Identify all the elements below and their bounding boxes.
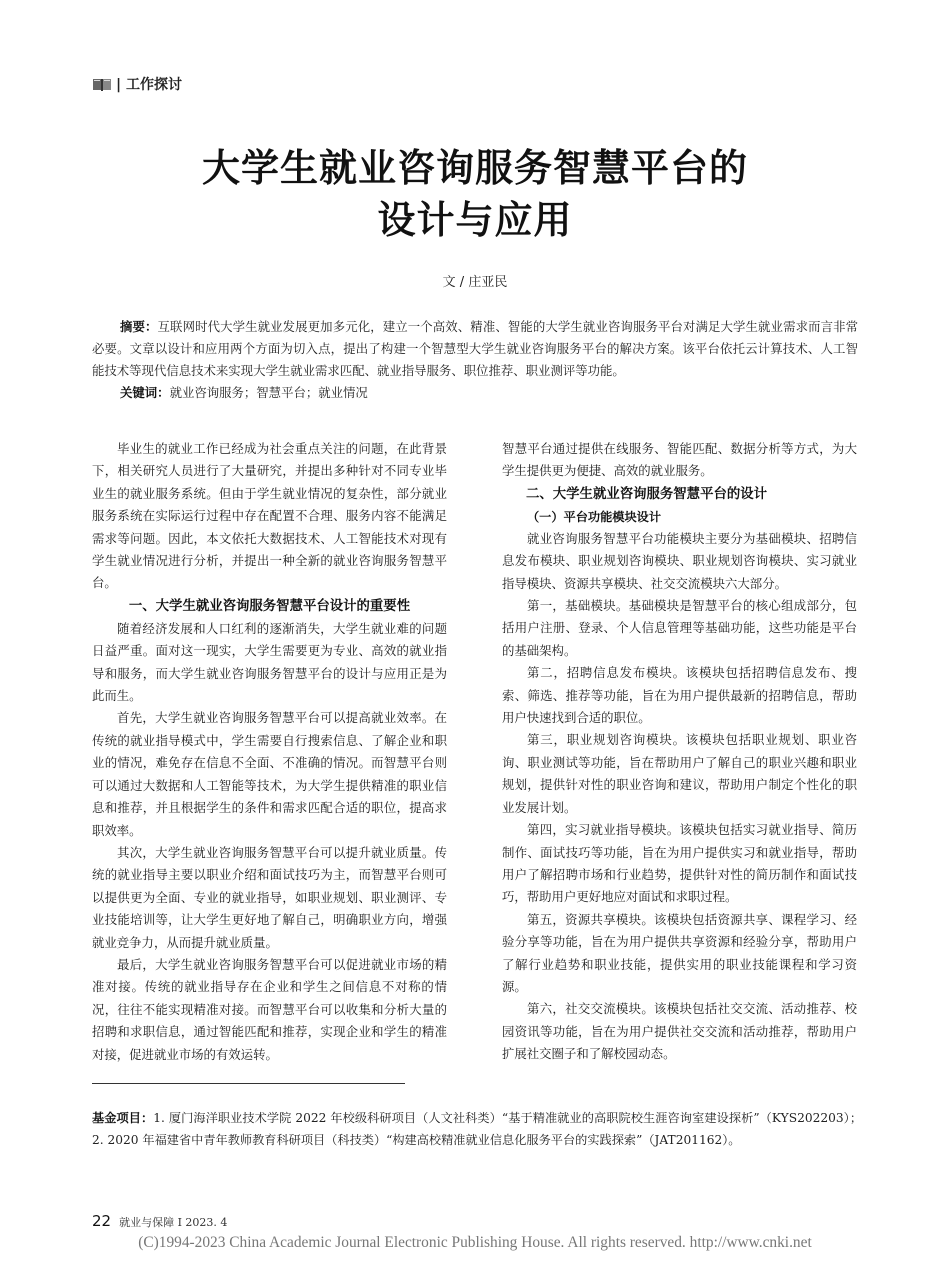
paragraph-second: 其次，大学生就业咨询服务智慧平台可以提升就业质量。传统的就业指导主要以职业介绍和面试技巧为主，而智慧平台则可以提供更为全面、专业的就业指导，如职业规划、职业测评、专业技能培训等，让大学生更好地了解自己，明确职业方向，增强就业竞争力，从而提升就业质量。 bbox=[92, 844, 447, 950]
fund-note bbox=[92, 1107, 862, 1151]
paragraph-first: 首先，大学生就业咨询服务智慧平台可以提高就业效率。在传统的就业指导模式中，学生需要自行搜索信息、了解企业和职业的情况，难免存在信息不全面、不准确的情况。而智慧平台则可以通过大数据和人工智能等技术，为大学生提供精准的职业信息和推荐，并且根据学生的条件和需求匹配合适的职位，提高求职效率。 bbox=[92, 710, 447, 838]
section-label: | 工作探讨 bbox=[116, 77, 182, 93]
abstract-label: 摘要： bbox=[120, 319, 158, 334]
right-column bbox=[502, 438, 857, 1066]
section-header bbox=[92, 74, 182, 94]
subsection-heading-1: （一）平台功能模块设计 bbox=[527, 509, 662, 524]
paragraph-intro: 毕业生的就业工作已经成为社会重点关注的问题，在此背景下，相关研究人员进行了大量研究，并提出多种针对不同专业毕业生的就业服务系统。但由于学生就业情况的复杂性，部分就业服务系统在实际运行过程中存在配置不合理、服务内容不能满足需求等问题。因此，本文依托大数据技术、人工智能技术对现有学生就业情况进行分析，并提出一种全新的就业咨询服务智慧平台。 bbox=[92, 441, 447, 591]
paragraph-module-6: 第六，社交交流模块。该模块包括社交交流、活动推荐、校园资讯等功能，旨在为用户提供社交交流和活动推荐，帮助用户扩展社交圈子和了解校园动态。 bbox=[502, 1001, 857, 1062]
copyright-line: (C)1994-2023 China Academic Journal Electronic Publishing House. All rights reserved. http://www.cnki.net bbox=[138, 1234, 812, 1251]
page-footer bbox=[92, 1212, 227, 1230]
keywords bbox=[92, 382, 858, 404]
title-line-1: 大学生就业咨询服务智慧平台的 bbox=[201, 146, 748, 190]
paragraph-module-4: 第四，实习就业指导模块。该模块包括实习就业指导、简历制作、面试技巧等功能，旨在为用户提供实习和就业指导，帮助用户了解招聘市场和行业趋势，提供针对性的简历制作和面试技巧，帮助用户更好地应对面试和求职过程。 bbox=[502, 822, 857, 905]
article-title bbox=[0, 142, 950, 246]
footnote-divider bbox=[92, 1083, 405, 1084]
book-icon bbox=[92, 76, 112, 92]
paragraph-module-3: 第三，职业规划咨询模块。该模块包括职业规划、职业咨询、职业测试等功能，旨在帮助用户了解自己的职业兴趣和职业规划，提供针对性的职业咨询和建议，帮助用户制定个性化的职业发展计划。 bbox=[502, 732, 857, 815]
author: 文 / 庄亚民 bbox=[442, 275, 508, 290]
paragraph-continued: 智慧平台通过提供在线服务、智能匹配、数据分析等方式，为大学生提供更为便捷、高效的就业服务。 bbox=[502, 441, 857, 479]
section-heading-1: 一、大学生就业咨询服务智慧平台设计的重要性 bbox=[128, 598, 411, 614]
journal-name: 就业与保障 I 2023. 4 bbox=[119, 1216, 228, 1229]
paragraph-modules: 就业咨询服务智慧平台功能模块主要分为基础模块、招聘信息发布模块、职业规划咨询模块、职业规划咨询模块、实习就业指导模块、资源共享模块、社交交流模块六大部分。 bbox=[502, 530, 857, 591]
paragraph-s1: 随着经济发展和人口红利的逐渐消失，大学生就业难的问题日益严重。面对这一现实，大学生需要更为专业、高效的就业指导和服务，而大学生就业咨询服务智慧平台的设计与应用正是为此而生。 bbox=[92, 620, 447, 704]
title-line-2: 设计与应用 bbox=[377, 198, 573, 242]
left-column bbox=[92, 438, 447, 1066]
paragraph-module-5: 第五，资源共享模块。该模块包括资源共享、课程学习、经验分享等功能，旨在为用户提供共享资源和经验分享，帮助用户了解行业趋势和职业技能，提供实用的职业技能课程和学习资源。 bbox=[502, 911, 857, 994]
abstract-body: 互联网时代大学生就业发展更加多元化，建立一个高效、精准、智能的大学生就业咨询服务平台对满足大学生就业需求而言非常必要。文章以设计和应用两个方面为切入点，提出了构建一个智慧型大学生就业咨询服务平台的解决方案。该平台依托云计算技术、人工智能技术等现代信息技术来实现大学生就业需求匹配、就业指导服务、职位推荐、职业测评等功能。 bbox=[92, 319, 859, 378]
fund-text: 1. 厦门海洋职业技术学院 2022 年校级科研项目（人文社科类）“基于精准就业的高职院校生涯咨询室建设探析”（KYS202203）；2. 2020 年福建省中青年教师教育科研项目（科技类）“构建高校精准就业信息化服务平台的实践探索”（JAT201162）。 bbox=[92, 1111, 863, 1147]
paragraph-module-1: 第一，基础模块。基础模块是智慧平台的核心组成部分，包括用户注册、登录、个人信息管理等基础功能，这些功能是平台的基础架构。 bbox=[502, 598, 857, 658]
page-number: 22 bbox=[92, 1212, 112, 1230]
keywords-text: 就业咨询服务；智慧平台；就业情况 bbox=[169, 385, 368, 400]
abstract bbox=[92, 316, 858, 404]
section-heading-2: 二、大学生就业咨询服务智慧平台的设计 bbox=[526, 486, 768, 502]
keywords-label: 关键词： bbox=[120, 385, 170, 400]
abstract-text bbox=[92, 316, 858, 382]
paragraph-module-2: 第二，招聘信息发布模块。该模块包括招聘信息发布、搜索、筛选、推荐等功能，旨在为用户提供最新的招聘信息，帮助用户快速找到合适的职位。 bbox=[502, 665, 857, 726]
paragraph-last: 最后，大学生就业咨询服务智慧平台可以促进就业市场的精准对接。传统的就业指导存在企业和学生之间信息不对称的情况，往往不能实现精准对接。而智慧平台可以收集和分析大量的招聘和求职信息，通过智能匹配和推荐，实现企业和学生的精准对接，促进就业市场的有效运转。 bbox=[92, 956, 447, 1062]
fund-label: 基金项目： bbox=[92, 1111, 154, 1125]
